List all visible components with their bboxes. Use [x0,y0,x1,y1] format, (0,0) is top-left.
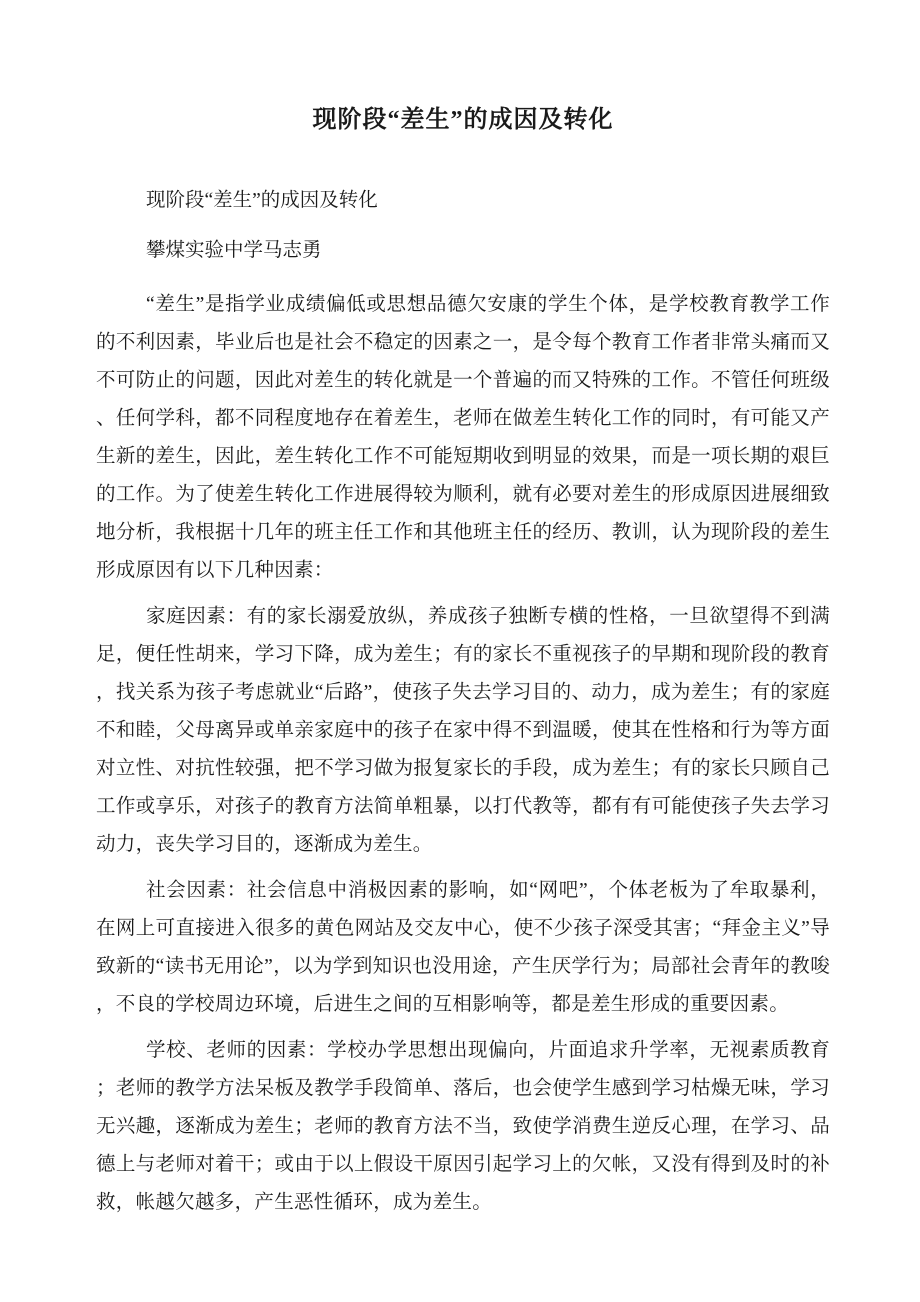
paragraph-social-factors: 社会因素：社会信息中消极因素的影响，如“网吧”，个体老板为了牟取暴利，在网上可直接进入很多的黄色网站及交友中心，使不少孩子深受其害；“拜金主义”导致新的“读书无用论”，以为学到知识也没用途，产生厌学行为；局部社会青年的教唆，不良的学校周边环境，后进生之间的互相影响等，都是差生形成的重要因素。 [96,880,830,1015]
author-line: 攀煤实验中学马志勇 [146,240,322,261]
paragraph-intro: “差生”是指学业成绩偏低或思想品德欠安康的学生个体，是学校教育教学工作的不利因素，毕业后也是社会不稳定的因素之一，是令每个教育工作者非常头痛而又不可防止的问题，因此对差生的转化就是一个普遍的而又特殊的工作。不管任何班级、任何学科，都不同程度地存在着差生，老师在做差生转化工作的同时，有可能又产生新的差生，因此，差生转化工作不可能短期收到明显的效果，而是一项长期的艰巨的工作。为了使差生转化工作进展得较为顺利，就有必要对差生的形成原因进展细致地分析，我根据十几年的班主任工作和其他班主任的经历、教训，认为现阶段的差生形成原因有以下几种因素： [96,294,830,581]
subtitle-line: 现阶段“差生”的成因及转化 [146,190,378,211]
document-title: 现阶段“差生”的成因及转化 [312,107,614,133]
paragraph-family-factors: 家庭因素：有的家长溺爱放纵，养成孩子独断专横的性格，一旦欲望得不到满足，便任性胡来，学习下降，成为差生；有的家长不重视孩子的早期和现阶段的教育，找关系为孩子考虑就业“后路”，使孩子失去学习目的、动力，成为差生；有的家庭不和睦，父母离异或单亲家庭中的孩子在家中得不到温暖，使其在性格和行为等方面对立性、对抗性较强，把不学习做为报复家长的手段，成为差生；有的家长只顾自己工作或享乐，对孩子的教育方法简单粗暴，以打代教等，都有有可能使孩子失去学习动力，丧失学习目的，逐渐成为差生。 [96,606,830,855]
paragraph-school-teacher-factors: 学校、老师的因素：学校办学思想出现偏向，片面追求升学率，无视素质教育；老师的教学方法呆板及教学手段简单、落后，也会使学生感到学习枯燥无味，学习无兴趣，逐渐成为差生；老师的教育方法不当，致使学消费生逆反心理，在学习、品德上与老师对着干；或由于以上假设干原因引起学习上的欠帐，又没有得到及时的补救，帐越欠越多，产生恶性循环，成为差生。 [96,1040,830,1213]
